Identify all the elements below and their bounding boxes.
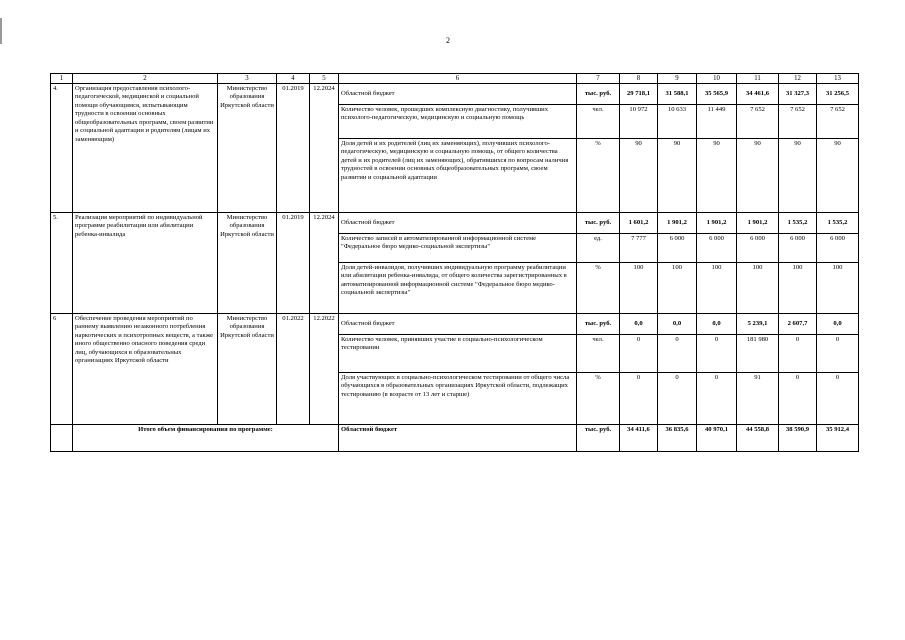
value-cell: 0 bbox=[658, 373, 697, 425]
value-cell: 100 bbox=[697, 263, 737, 314]
item-number: 6 bbox=[51, 314, 73, 425]
unit: чел. bbox=[577, 335, 620, 373]
unit: чел. bbox=[577, 105, 620, 139]
value-cell: 90 bbox=[817, 139, 859, 213]
unit: % bbox=[577, 263, 620, 314]
value-cell: 90 bbox=[658, 139, 697, 213]
col-number: 1 bbox=[51, 74, 73, 84]
value-cell: 1 601,2 bbox=[620, 213, 658, 234]
col-number: 2 bbox=[73, 74, 218, 84]
unit: % bbox=[577, 139, 620, 213]
value-cell: 31 588,1 bbox=[658, 84, 697, 105]
value-cell: 1 901,2 bbox=[697, 213, 737, 234]
value-cell: 0 bbox=[817, 373, 859, 425]
start-date: 01.2022 bbox=[277, 314, 310, 425]
indicator: Доля участвующих в социально-психологическом тестировании от общего числа обучающихся в образовательных организациях Иркутской области, подлежащих тестированию (в возрасте от 13 лет и старше) bbox=[339, 373, 577, 425]
column-number-row bbox=[51, 74, 859, 84]
col-number: 9 bbox=[658, 74, 697, 84]
value-cell: 10 633 bbox=[658, 105, 697, 139]
value-cell: 0 bbox=[779, 373, 817, 425]
table-row bbox=[51, 84, 859, 105]
item-number: 5. bbox=[51, 213, 73, 314]
indicator: Областной бюджет bbox=[339, 213, 577, 234]
page-edge-mark bbox=[0, 18, 2, 44]
total-empty-cell bbox=[51, 425, 73, 452]
value-cell: 7 777 bbox=[620, 234, 658, 263]
start-date: 01.2019 bbox=[277, 213, 310, 314]
table-row bbox=[51, 213, 859, 234]
value-cell: 100 bbox=[737, 263, 779, 314]
value-cell: 100 bbox=[817, 263, 859, 314]
value-cell: 6 000 bbox=[779, 234, 817, 263]
indicator: Областной бюджет bbox=[339, 425, 577, 452]
value-cell: 90 bbox=[620, 139, 658, 213]
value-cell: 7 652 bbox=[817, 105, 859, 139]
value-cell: 91 bbox=[737, 373, 779, 425]
value-cell: 100 bbox=[658, 263, 697, 314]
indicator: Количество человек, прошедших комплексную диагностику, получивших психолого-педагогическую, медицинскую и социальную помощь bbox=[339, 105, 577, 139]
col-number: 13 bbox=[817, 74, 859, 84]
indicator: Доля детей-инвалидов, получивших индивидуальную программу реабилитации или абилитации ребенка-инвалида, от общего количества зарегистрированных в автоматизированной информационной системе "Федеральное бюро медико-социальной экспертизы" bbox=[339, 263, 577, 314]
measure-name: Обеспечение проведения мероприятий по раннему выявлению незаконного потребления наркотических и психотропных веществ, а также иного общественно опасного поведения среди лиц, обучающихся в образовательных организациях Иркутской области bbox=[73, 314, 218, 425]
value-cell: 11 449 bbox=[697, 105, 737, 139]
value-cell: 29 718,1 bbox=[620, 84, 658, 105]
total-value: 44 558,8 bbox=[737, 425, 779, 452]
measure-name: Реализация мероприятий по индивидуальной программе реабилитации или абилитации ребенка-инвалида bbox=[73, 213, 218, 314]
value-cell: 35 565,9 bbox=[697, 84, 737, 105]
indicator: Областной бюджет bbox=[339, 84, 577, 105]
unit: тыс. руб. bbox=[577, 84, 620, 105]
unit: % bbox=[577, 373, 620, 425]
value-cell: 31 327,3 bbox=[779, 84, 817, 105]
unit: тыс. руб. bbox=[577, 314, 620, 335]
total-row bbox=[51, 425, 859, 452]
value-cell: 6 000 bbox=[817, 234, 859, 263]
executor: Министерство образования Иркутской области bbox=[218, 314, 277, 425]
col-number: 6 bbox=[339, 74, 577, 84]
executor: Министерство образования Иркутской области bbox=[218, 84, 277, 213]
value-cell: 100 bbox=[620, 263, 658, 314]
value-cell: 0 bbox=[697, 373, 737, 425]
end-date: 12.2022 bbox=[310, 314, 339, 425]
value-cell: 0 bbox=[620, 335, 658, 373]
unit: тыс. руб. bbox=[577, 425, 620, 452]
value-cell: 90 bbox=[737, 139, 779, 213]
total-value: 35 912,4 bbox=[817, 425, 859, 452]
value-cell: 0,0 bbox=[697, 314, 737, 335]
end-date: 12.2024 bbox=[310, 213, 339, 314]
value-cell: 0,0 bbox=[620, 314, 658, 335]
value-cell: 7 652 bbox=[737, 105, 779, 139]
col-number: 5 bbox=[310, 74, 339, 84]
program-table bbox=[50, 73, 859, 452]
col-number: 12 bbox=[779, 74, 817, 84]
col-number: 3 bbox=[218, 74, 277, 84]
value-cell: 34 461,6 bbox=[737, 84, 779, 105]
value-cell: 1 535,2 bbox=[817, 213, 859, 234]
end-date: 12.2024 bbox=[310, 84, 339, 213]
value-cell: 0 bbox=[658, 335, 697, 373]
value-cell: 0 bbox=[697, 335, 737, 373]
page-number: 2 bbox=[446, 36, 450, 45]
value-cell: 2 607,7 bbox=[779, 314, 817, 335]
total-value: 36 835,6 bbox=[658, 425, 697, 452]
table-row bbox=[51, 314, 859, 335]
value-cell: 1 535,2 bbox=[779, 213, 817, 234]
value-cell: 7 652 bbox=[779, 105, 817, 139]
col-number: 8 bbox=[620, 74, 658, 84]
value-cell: 0 bbox=[817, 335, 859, 373]
value-cell: 100 bbox=[779, 263, 817, 314]
total-value: 40 970,1 bbox=[697, 425, 737, 452]
unit: ед. bbox=[577, 234, 620, 263]
col-number: 4 bbox=[277, 74, 310, 84]
value-cell: 6 000 bbox=[737, 234, 779, 263]
executor: Министерство образования Иркутской области bbox=[218, 213, 277, 314]
value-cell: 6 000 bbox=[658, 234, 697, 263]
value-cell: 181 980 bbox=[737, 335, 779, 373]
col-number: 7 bbox=[577, 74, 620, 84]
indicator: Количество записей в автоматизированной информационной системе "Федеральное бюро медико-социальной экспертизы" bbox=[339, 234, 577, 263]
unit: тыс. руб. bbox=[577, 213, 620, 234]
value-cell: 6 000 bbox=[697, 234, 737, 263]
value-cell: 1 901,2 bbox=[737, 213, 779, 234]
value-cell: 0 bbox=[779, 335, 817, 373]
col-number: 10 bbox=[697, 74, 737, 84]
indicator: Областной бюджет bbox=[339, 314, 577, 335]
indicator: Доля детей и их родителей (лиц их заменяющих), получивших психолого-педагогическую, медицинскую и социальную помощь, от общего количества детей и их родителей (лиц их заменяющих), обратившихся по вопросам наличия трудностей в освоении основных общеобразовательных программ, своем развитии и социальной адаптации bbox=[339, 139, 577, 213]
indicator: Количество человек, принявших участие в социально-психологическом тестировании bbox=[339, 335, 577, 373]
total-value: 34 411,6 bbox=[620, 425, 658, 452]
col-number: 11 bbox=[737, 74, 779, 84]
value-cell: 31 256,5 bbox=[817, 84, 859, 105]
value-cell: 10 972 bbox=[620, 105, 658, 139]
start-date: 01.2019 bbox=[277, 84, 310, 213]
item-number: 4. bbox=[51, 84, 73, 213]
value-cell: 1 901,2 bbox=[658, 213, 697, 234]
value-cell: 0,0 bbox=[658, 314, 697, 335]
value-cell: 90 bbox=[779, 139, 817, 213]
measure-name: Организация предоставления психолого-педагогической, медицинской и социальной помощи обучающимся, испытывающим трудности в освоении основных общеобразовательных программ, своем развитии и социальной адаптации и родителям (лицам их заменяющим) bbox=[73, 84, 218, 213]
value-cell: 5 239,1 bbox=[737, 314, 779, 335]
total-label: Итого объем финансирования по программе: bbox=[73, 425, 339, 452]
total-value: 38 590,9 bbox=[779, 425, 817, 452]
value-cell: 90 bbox=[697, 139, 737, 213]
value-cell: 0,0 bbox=[817, 314, 859, 335]
value-cell: 0 bbox=[620, 373, 658, 425]
